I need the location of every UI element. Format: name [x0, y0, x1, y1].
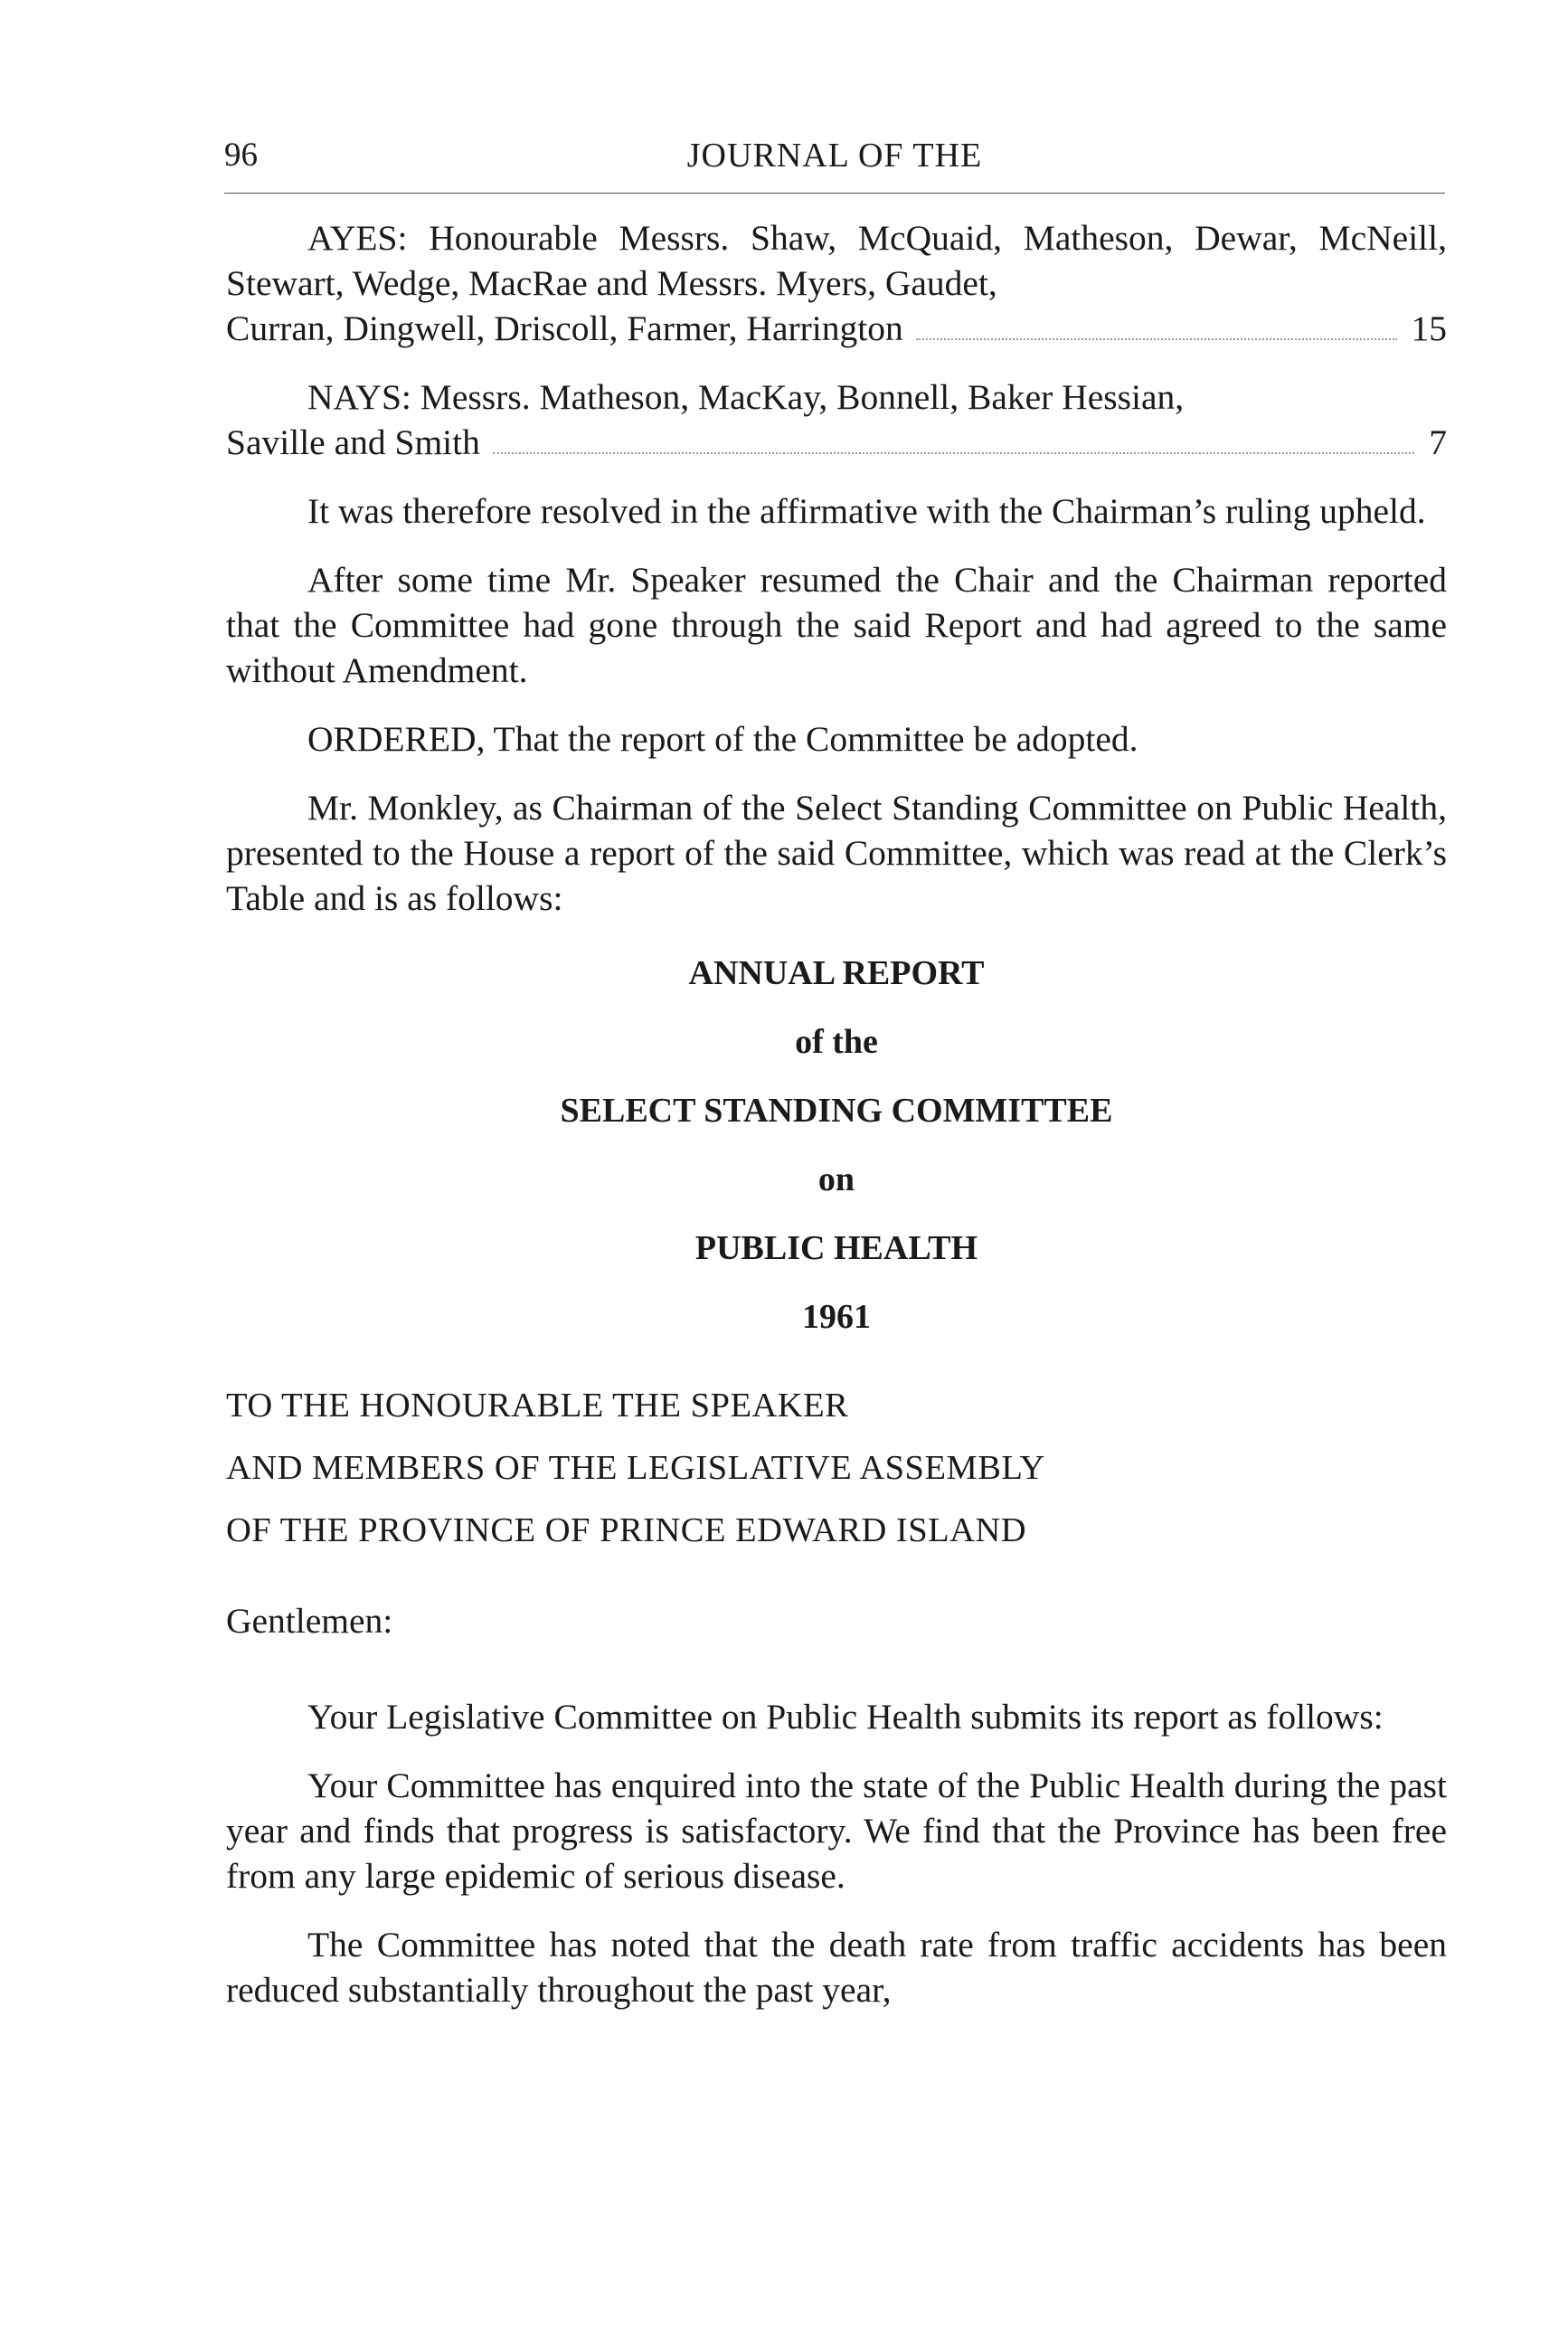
nays-last: Saville and Smith: [226, 422, 480, 462]
address-line-2: AND MEMBERS OF THE LEGISLATIVE ASSEMBLY: [226, 1449, 1045, 1487]
paragraph-speaker-resumed: After some time Mr. Speaker resumed the Chair and the Chairman reported that the Committee had gone through the said Report and had agreed to the same without Amendment.: [226, 560, 1447, 690]
nays-count: 7: [1429, 422, 1447, 462]
page-body: [226, 215, 1447, 2012]
report-title-line-5: PUBLIC HEALTH: [694, 1229, 978, 1267]
paragraph-resolved: It was therefore resolved in the affirmative with the Chairman’s ruling upheld.: [307, 491, 1426, 531]
address-line-3: OF THE PROVINCE OF PRINCE EDWARD ISLAND: [226, 1511, 1027, 1549]
nays-entry: [226, 374, 1447, 465]
address-line-1: TO THE HONOURABLE THE SPEAKER: [226, 1387, 849, 1425]
page-header: [224, 136, 1445, 186]
ayes-count: 15: [1411, 308, 1447, 348]
report-title-line-1: ANNUAL REPORT: [688, 954, 985, 992]
nays-tally-line: [226, 420, 1447, 465]
report-paragraph-3: The Committee has noted that the death rate from traffic accidents has been reduced substantially throughout the past year,: [226, 1925, 1447, 2010]
address-block: [226, 1375, 1447, 1562]
report-title-line-4: on: [817, 1160, 855, 1198]
report-title-line-2: of the: [795, 1023, 878, 1061]
ayes-lead: AYES: Honourable Messrs. Shaw, McQuaid, Matheson, Dewar, McNeill, Stewart, Wedge, MacRae and Messrs. Myers, Gaudet,: [226, 218, 1447, 303]
ayes-tally-line: [226, 306, 1447, 351]
nays-leader-dots: [493, 452, 1414, 454]
header-rule: [224, 193, 1445, 194]
nays-lead: NAYS: Messrs. Matheson, MacKay, Bonnell, Baker Hessian,: [307, 377, 1185, 417]
ayes-leader-dots: [916, 338, 1397, 340]
running-head: JOURNAL OF THE: [686, 137, 983, 175]
paragraph-monkley: Mr. Monkley, as Chairman of the Select Standing Committee on Public Health, presented to the House a report of the said Committee, which was read at the Clerk’s Table and is as follows:: [226, 788, 1447, 918]
page-number: 96: [224, 137, 258, 174]
paragraph-ordered: ORDERED, That the report of the Committee be adopted.: [307, 719, 1138, 759]
ayes-entry: [226, 215, 1447, 351]
report-title-line-3: SELECT STANDING COMMITTEE: [560, 1092, 1113, 1130]
report-title-line-6: 1961: [802, 1298, 871, 1336]
salutation: Gentlemen:: [226, 1601, 393, 1641]
report-paragraph-2: Your Committee has enquired into the state of the Public Health during the past year and finds that progress is satisfactory. We find that the Province has been free from any large epidemic of serious disease.: [226, 1766, 1447, 1896]
ayes-last: Curran, Dingwell, Driscoll, Farmer, Harrington: [226, 308, 903, 348]
report-paragraph-1: Your Legislative Committee on Public Health submits its report as follows:: [307, 1697, 1384, 1737]
report-title-block: [226, 939, 1447, 1351]
